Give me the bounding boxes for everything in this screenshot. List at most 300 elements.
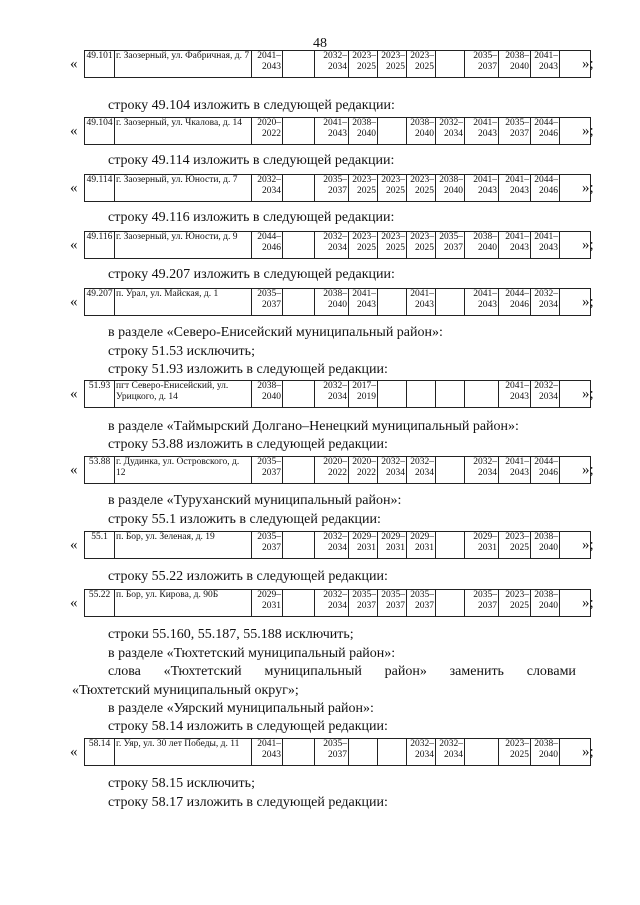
instruction-line: строку 53.88 изложить в следующей редакции: bbox=[108, 437, 388, 452]
word: словами bbox=[526, 664, 576, 679]
table-row-block bbox=[70, 380, 610, 410]
instruction-line: в разделе «Тюхтетский муниципальный район»: bbox=[108, 646, 396, 661]
year-cell bbox=[349, 289, 378, 316]
year-end: 2043 bbox=[478, 186, 497, 196]
year-cell bbox=[252, 739, 283, 766]
year-start: 2032– bbox=[534, 381, 558, 391]
year-cell bbox=[499, 381, 531, 408]
table-row-block bbox=[70, 589, 610, 619]
address-cell: г. Заозерный, ул. Юности, д. 7 bbox=[115, 175, 252, 202]
year-start: 2035– bbox=[323, 739, 347, 749]
year-start: 2035– bbox=[352, 590, 376, 600]
table-row-block bbox=[70, 50, 610, 80]
table-row-block bbox=[70, 174, 610, 204]
year-cell bbox=[499, 289, 531, 316]
table-row bbox=[85, 457, 591, 484]
table-row bbox=[85, 118, 591, 145]
year-start: 2041– bbox=[505, 381, 529, 391]
year-cell bbox=[252, 51, 283, 78]
year-cell bbox=[349, 175, 378, 202]
year-end: 2025 bbox=[357, 243, 376, 253]
year-start: 2023– bbox=[410, 175, 434, 185]
year-cell bbox=[436, 232, 465, 259]
instruction-line: строку 49.114 изложить в следующей редакции: bbox=[108, 153, 395, 168]
year-cell bbox=[315, 739, 349, 766]
year-end: 2025 bbox=[510, 601, 529, 611]
year-cell bbox=[252, 289, 283, 316]
year-start: 2041– bbox=[534, 51, 558, 61]
year-start: 2041– bbox=[323, 118, 347, 128]
close-quote: »; bbox=[582, 386, 594, 402]
address-cell: г. Уяр, ул. 30 лет Победы, д. 11 bbox=[115, 739, 252, 766]
row-number-cell: 49.104 bbox=[85, 118, 115, 145]
word: «Тюхтетский bbox=[163, 664, 242, 679]
year-end: 2043 bbox=[478, 300, 497, 310]
year-end: 2034 bbox=[539, 392, 558, 402]
instruction-line: строку 55.22 изложить в следующей редакции: bbox=[108, 569, 388, 584]
table-row bbox=[85, 175, 591, 202]
year-start: 2023– bbox=[505, 739, 529, 749]
year-end: 2043 bbox=[262, 750, 281, 760]
year-cell bbox=[252, 232, 283, 259]
open-quote: « bbox=[70, 595, 78, 611]
year-end: 2031 bbox=[415, 543, 434, 553]
year-cell bbox=[499, 175, 531, 202]
table-row bbox=[85, 590, 591, 617]
year-end: 2037 bbox=[262, 543, 281, 553]
address-cell: пгт Северо-Енисейский, ул. Урицкого, д. 14 bbox=[115, 381, 252, 408]
year-cell bbox=[315, 381, 349, 408]
row-number-cell: 49.116 bbox=[85, 232, 115, 259]
year-start: 2044– bbox=[257, 232, 281, 242]
year-start: 2038– bbox=[534, 739, 558, 749]
year-end: 2037 bbox=[478, 62, 497, 72]
year-end: 2025 bbox=[386, 243, 405, 253]
year-start: 2023– bbox=[381, 175, 405, 185]
year-start: 2023– bbox=[410, 51, 434, 61]
address-cell: п. Бор, ул. Кирова, д. 90Б bbox=[115, 590, 252, 617]
year-start: 2035– bbox=[257, 289, 281, 299]
year-cell bbox=[499, 739, 531, 766]
year-cell bbox=[378, 51, 407, 78]
year-end: 2040 bbox=[539, 601, 558, 611]
close-quote: »; bbox=[582, 56, 594, 72]
year-start: 2023– bbox=[381, 51, 405, 61]
year-cell bbox=[283, 118, 315, 145]
year-start: 2041– bbox=[352, 289, 376, 299]
year-cell bbox=[283, 532, 315, 559]
year-start: 2032– bbox=[439, 739, 463, 749]
year-start: 2029– bbox=[381, 532, 405, 542]
year-end: 2031 bbox=[478, 543, 497, 553]
instruction-line: строку 49.207 изложить в следующей редакции: bbox=[108, 267, 395, 282]
row-number-cell: 55.1 bbox=[85, 532, 115, 559]
open-quote: « bbox=[70, 462, 78, 478]
year-end: 2040 bbox=[478, 243, 497, 253]
year-end: 2043 bbox=[510, 468, 529, 478]
instruction-line: строку 49.104 изложить в следующей редакции: bbox=[108, 98, 395, 113]
close-quote: »; bbox=[582, 237, 594, 253]
year-cell bbox=[283, 739, 315, 766]
year-start: 2017– bbox=[352, 381, 376, 391]
year-cell bbox=[378, 289, 407, 316]
year-cell bbox=[407, 51, 436, 78]
year-start: 2032– bbox=[323, 590, 347, 600]
year-cell bbox=[407, 289, 436, 316]
year-end: 2025 bbox=[357, 186, 376, 196]
year-start: 2032– bbox=[323, 532, 347, 542]
year-start: 2038– bbox=[505, 51, 529, 61]
year-start: 2023– bbox=[352, 51, 376, 61]
year-end: 2025 bbox=[415, 243, 434, 253]
year-cell bbox=[315, 289, 349, 316]
year-cell bbox=[315, 51, 349, 78]
year-end: 2034 bbox=[328, 543, 347, 553]
word: слова bbox=[108, 664, 141, 679]
year-end: 2040 bbox=[539, 750, 558, 760]
year-end: 2043 bbox=[357, 300, 376, 310]
year-cell bbox=[283, 381, 315, 408]
table-row bbox=[85, 51, 591, 78]
year-cell bbox=[315, 175, 349, 202]
year-cell bbox=[283, 590, 315, 617]
table-row bbox=[85, 532, 591, 559]
year-start: 2023– bbox=[381, 232, 405, 242]
schedule-table bbox=[84, 50, 591, 78]
year-end: 2034 bbox=[444, 750, 463, 760]
year-start: 2038– bbox=[473, 232, 497, 242]
year-cell bbox=[349, 51, 378, 78]
year-cell bbox=[252, 532, 283, 559]
year-end: 2025 bbox=[510, 543, 529, 553]
year-cell bbox=[349, 457, 378, 484]
year-cell bbox=[349, 232, 378, 259]
row-number-cell: 55.22 bbox=[85, 590, 115, 617]
year-end: 2037 bbox=[444, 243, 463, 253]
year-end: 2043 bbox=[415, 300, 434, 310]
year-cell bbox=[407, 381, 436, 408]
year-end: 2034 bbox=[328, 62, 347, 72]
year-end: 2046 bbox=[539, 468, 558, 478]
year-start: 2035– bbox=[410, 590, 434, 600]
year-end: 2022 bbox=[328, 468, 347, 478]
year-start: 2044– bbox=[534, 175, 558, 185]
year-end: 2040 bbox=[444, 186, 463, 196]
year-end: 2025 bbox=[415, 62, 434, 72]
table-row bbox=[85, 739, 591, 766]
open-quote: « bbox=[70, 537, 78, 553]
year-end: 2034 bbox=[328, 243, 347, 253]
year-start: 2041– bbox=[505, 457, 529, 467]
year-end: 2031 bbox=[357, 543, 376, 553]
year-cell bbox=[407, 590, 436, 617]
year-end: 2046 bbox=[539, 186, 558, 196]
year-end: 2037 bbox=[478, 601, 497, 611]
year-end: 2034 bbox=[386, 468, 405, 478]
year-cell bbox=[531, 457, 560, 484]
year-cell bbox=[315, 118, 349, 145]
year-start: 2023– bbox=[505, 590, 529, 600]
year-cell bbox=[465, 532, 499, 559]
instruction-line-justified bbox=[108, 664, 576, 680]
year-cell bbox=[499, 532, 531, 559]
year-start: 2035– bbox=[505, 118, 529, 128]
year-end: 2034 bbox=[478, 468, 497, 478]
year-end: 2034 bbox=[444, 129, 463, 139]
year-cell bbox=[315, 532, 349, 559]
year-end: 2043 bbox=[510, 392, 529, 402]
year-start: 2023– bbox=[410, 232, 434, 242]
year-cell bbox=[436, 289, 465, 316]
year-end: 2037 bbox=[262, 468, 281, 478]
table-row-block bbox=[70, 531, 610, 561]
year-cell bbox=[407, 532, 436, 559]
year-cell bbox=[436, 532, 465, 559]
year-cell bbox=[349, 532, 378, 559]
year-end: 2022 bbox=[357, 468, 376, 478]
year-start: 2035– bbox=[473, 590, 497, 600]
year-cell bbox=[436, 590, 465, 617]
year-cell bbox=[465, 739, 499, 766]
close-quote: »; bbox=[582, 462, 594, 478]
schedule-table bbox=[84, 531, 591, 559]
year-end: 2040 bbox=[328, 300, 347, 310]
year-start: 2035– bbox=[439, 232, 463, 242]
year-end: 2043 bbox=[539, 243, 558, 253]
year-end: 2040 bbox=[510, 62, 529, 72]
year-start: 2038– bbox=[352, 118, 376, 128]
year-cell bbox=[499, 590, 531, 617]
year-start: 2041– bbox=[534, 232, 558, 242]
schedule-table bbox=[84, 589, 591, 617]
open-quote: « bbox=[70, 744, 78, 760]
word: район» bbox=[384, 664, 427, 679]
open-quote: « bbox=[70, 56, 78, 72]
year-cell bbox=[436, 118, 465, 145]
year-cell bbox=[436, 457, 465, 484]
open-quote: « bbox=[70, 123, 78, 139]
year-cell bbox=[531, 381, 560, 408]
year-cell bbox=[436, 175, 465, 202]
close-quote: »; bbox=[582, 123, 594, 139]
year-end: 2043 bbox=[539, 62, 558, 72]
address-cell: г. Заозерный, ул. Чкалова, д. 14 bbox=[115, 118, 252, 145]
year-cell bbox=[349, 381, 378, 408]
year-cell bbox=[436, 381, 465, 408]
row-number-cell: 49.114 bbox=[85, 175, 115, 202]
year-start: 2041– bbox=[473, 289, 497, 299]
table-row bbox=[85, 232, 591, 259]
page-number: 48 bbox=[313, 36, 327, 51]
close-quote: »; bbox=[582, 294, 594, 310]
year-end: 2043 bbox=[262, 62, 281, 72]
year-start: 2032– bbox=[323, 232, 347, 242]
table-row-block bbox=[70, 288, 610, 318]
year-cell bbox=[531, 51, 560, 78]
year-end: 2037 bbox=[328, 186, 347, 196]
year-cell bbox=[252, 175, 283, 202]
year-cell bbox=[252, 590, 283, 617]
address-cell: г. Дудинка, ул. Островского, д. 12 bbox=[115, 457, 252, 484]
year-start: 2044– bbox=[505, 289, 529, 299]
table-row-block bbox=[70, 117, 610, 147]
instruction-line: строку 58.14 изложить в следующей редакции: bbox=[108, 719, 388, 734]
year-cell bbox=[315, 232, 349, 259]
year-end: 2034 bbox=[328, 392, 347, 402]
year-start: 2032– bbox=[323, 51, 347, 61]
year-start: 2044– bbox=[534, 118, 558, 128]
year-cell bbox=[407, 118, 436, 145]
year-end: 2034 bbox=[415, 468, 434, 478]
year-end: 2040 bbox=[415, 129, 434, 139]
year-start: 2023– bbox=[352, 232, 376, 242]
row-number-cell: 49.207 bbox=[85, 289, 115, 316]
instruction-line: в разделе «Туруханский муниципальный район»: bbox=[108, 493, 402, 508]
year-start: 2035– bbox=[257, 532, 281, 542]
schedule-table bbox=[84, 738, 591, 766]
year-end: 2037 bbox=[262, 300, 281, 310]
year-end: 2034 bbox=[328, 601, 347, 611]
year-cell bbox=[499, 457, 531, 484]
year-end: 2037 bbox=[510, 129, 529, 139]
year-start: 2032– bbox=[257, 175, 281, 185]
year-cell bbox=[531, 118, 560, 145]
year-end: 2031 bbox=[386, 543, 405, 553]
instruction-line: строку 58.15 исключить; bbox=[108, 776, 255, 791]
row-number-cell: 49.101 bbox=[85, 51, 115, 78]
year-cell bbox=[315, 590, 349, 617]
year-start: 2035– bbox=[257, 457, 281, 467]
year-cell bbox=[315, 457, 349, 484]
year-start: 2041– bbox=[410, 289, 434, 299]
year-end: 2025 bbox=[386, 186, 405, 196]
year-start: 2029– bbox=[257, 590, 281, 600]
schedule-table bbox=[84, 117, 591, 145]
year-cell bbox=[378, 118, 407, 145]
year-start: 2032– bbox=[381, 457, 405, 467]
year-cell bbox=[407, 232, 436, 259]
year-cell bbox=[349, 118, 378, 145]
year-cell bbox=[283, 175, 315, 202]
year-cell bbox=[465, 381, 499, 408]
year-start: 2020– bbox=[323, 457, 347, 467]
year-start: 2035– bbox=[473, 51, 497, 61]
address-cell: п. Урал, ул. Майская, д. 1 bbox=[115, 289, 252, 316]
year-start: 2044– bbox=[534, 457, 558, 467]
year-cell bbox=[378, 590, 407, 617]
year-cell bbox=[378, 381, 407, 408]
year-end: 2040 bbox=[539, 543, 558, 553]
year-start: 2041– bbox=[505, 232, 529, 242]
word: муниципальный bbox=[264, 664, 362, 679]
table-row-block bbox=[70, 456, 610, 486]
schedule-table bbox=[84, 288, 591, 316]
year-cell bbox=[349, 739, 378, 766]
table-row-block bbox=[70, 738, 610, 768]
year-end: 2040 bbox=[357, 129, 376, 139]
year-start: 2038– bbox=[439, 175, 463, 185]
instruction-line: «Тюхтетский муниципальный округ»; bbox=[72, 683, 299, 698]
year-start: 2032– bbox=[439, 118, 463, 128]
year-start: 2041– bbox=[473, 175, 497, 185]
year-cell bbox=[436, 739, 465, 766]
year-end: 2046 bbox=[510, 300, 529, 310]
year-start: 2029– bbox=[352, 532, 376, 542]
year-start: 2038– bbox=[257, 381, 281, 391]
row-number-cell: 51.93 bbox=[85, 381, 115, 408]
year-start: 2020– bbox=[257, 118, 281, 128]
year-cell bbox=[465, 232, 499, 259]
year-start: 2038– bbox=[534, 590, 558, 600]
year-cell bbox=[499, 232, 531, 259]
table-row-block bbox=[70, 231, 610, 261]
year-cell bbox=[378, 739, 407, 766]
schedule-table bbox=[84, 174, 591, 202]
schedule-table bbox=[84, 231, 591, 259]
open-quote: « bbox=[70, 237, 78, 253]
year-cell bbox=[378, 232, 407, 259]
schedule-table bbox=[84, 456, 591, 484]
year-cell bbox=[407, 175, 436, 202]
year-start: 2032– bbox=[473, 457, 497, 467]
year-start: 2038– bbox=[534, 532, 558, 542]
close-quote: »; bbox=[582, 537, 594, 553]
year-start: 2032– bbox=[410, 457, 434, 467]
year-cell bbox=[283, 51, 315, 78]
word: заменить bbox=[449, 664, 504, 679]
year-cell bbox=[531, 175, 560, 202]
year-start: 2041– bbox=[257, 51, 281, 61]
year-end: 2043 bbox=[478, 129, 497, 139]
table-row bbox=[85, 381, 591, 408]
year-start: 2032– bbox=[534, 289, 558, 299]
year-cell bbox=[465, 289, 499, 316]
year-end: 2037 bbox=[328, 750, 347, 760]
year-cell bbox=[531, 739, 560, 766]
instruction-line: строки 55.160, 55.187, 55.188 исключить; bbox=[108, 627, 354, 642]
year-start: 2041– bbox=[257, 739, 281, 749]
year-cell bbox=[283, 289, 315, 316]
open-quote: « bbox=[70, 386, 78, 402]
year-cell bbox=[531, 232, 560, 259]
year-start: 2029– bbox=[410, 532, 434, 542]
year-start: 2035– bbox=[381, 590, 405, 600]
year-cell bbox=[283, 232, 315, 259]
year-start: 2038– bbox=[323, 289, 347, 299]
year-end: 2034 bbox=[262, 186, 281, 196]
year-cell bbox=[499, 51, 531, 78]
year-cell bbox=[349, 590, 378, 617]
instruction-line: строку 51.53 исключить; bbox=[108, 344, 255, 359]
year-end: 2034 bbox=[415, 750, 434, 760]
year-start: 2032– bbox=[323, 381, 347, 391]
year-end: 2034 bbox=[539, 300, 558, 310]
year-start: 2023– bbox=[352, 175, 376, 185]
year-start: 2041– bbox=[473, 118, 497, 128]
year-cell bbox=[531, 289, 560, 316]
instruction-line: строку 58.17 изложить в следующей редакции: bbox=[108, 795, 388, 810]
year-cell bbox=[252, 118, 283, 145]
year-end: 2019 bbox=[357, 392, 376, 402]
year-cell bbox=[252, 381, 283, 408]
close-quote: »; bbox=[582, 595, 594, 611]
instruction-line: строку 51.93 изложить в следующей редакции: bbox=[108, 362, 388, 377]
year-cell bbox=[531, 590, 560, 617]
year-end: 2043 bbox=[328, 129, 347, 139]
address-cell: п. Бор, ул. Зеленая, д. 19 bbox=[115, 532, 252, 559]
year-start: 2020– bbox=[352, 457, 376, 467]
year-start: 2041– bbox=[505, 175, 529, 185]
